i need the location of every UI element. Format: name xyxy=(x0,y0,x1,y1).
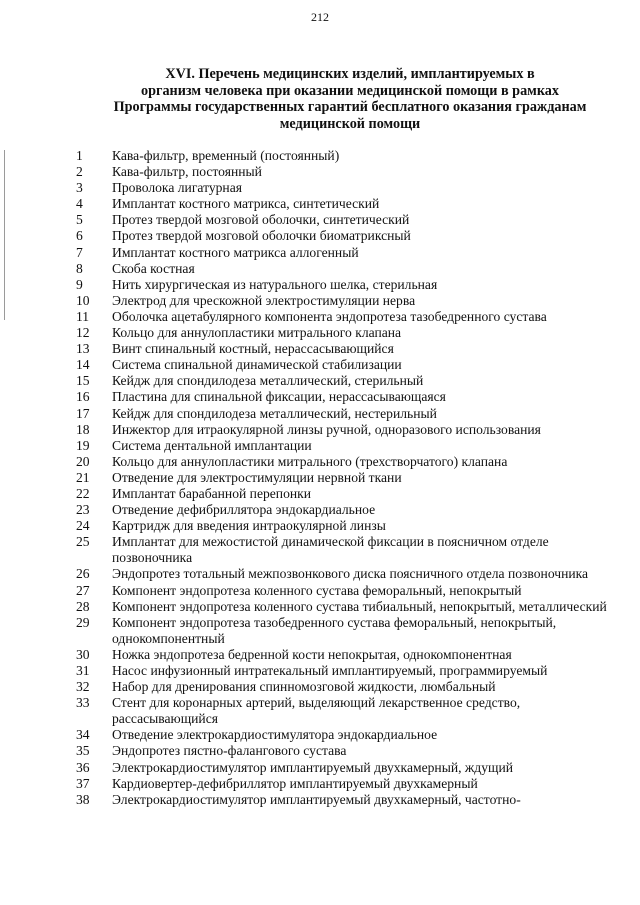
list-item xyxy=(60,599,620,615)
item-text: Стент для коронарных артерий, выделяющий лекарственное средство, рассасывающийся xyxy=(112,695,521,727)
item-text: Отведение электрокардиостимулятора эндокардиальное xyxy=(112,727,438,743)
item-number: 25 xyxy=(76,534,90,550)
item-number: 10 xyxy=(76,292,90,308)
item-text: Кава-фильтр, постоянный xyxy=(112,164,262,180)
item-number: 34 xyxy=(76,727,90,743)
list-item xyxy=(60,566,620,582)
list-item xyxy=(60,454,620,470)
item-number: 19 xyxy=(76,437,90,453)
list-item xyxy=(60,325,620,341)
list-item xyxy=(60,293,620,309)
title-line: Программы государственных гарантий бесплатного оказания гражданам xyxy=(113,99,587,115)
item-text: Скоба костная xyxy=(112,260,195,276)
list-item xyxy=(60,228,620,244)
list-item xyxy=(60,438,620,454)
list-item xyxy=(60,502,620,518)
item-text: Система спинальной динамической стабилизации xyxy=(112,357,402,373)
title-line: XVI. Перечень медицинских изделий, имплантируемых в xyxy=(165,66,535,82)
list-item xyxy=(60,776,620,792)
list-item xyxy=(60,389,620,405)
list-item xyxy=(60,534,620,566)
item-text: Кольцо для аннулопластики митрального клапана xyxy=(112,325,402,341)
item-text: Имплантат костного матрикса аллогенный xyxy=(112,244,359,260)
item-text: Имплантат барабанной перепонки xyxy=(112,485,312,501)
item-text: Нить хирургическая из натурального шелка, стерильная xyxy=(112,276,438,292)
item-number: 13 xyxy=(76,341,90,357)
list-item xyxy=(60,164,620,180)
item-text: Протез твердой мозговой оболочки, синтетический xyxy=(112,212,410,228)
item-number: 1 xyxy=(76,148,83,163)
item-text: Компонент эндопротеза коленного сустава феморальный, непокрытый xyxy=(112,582,522,598)
item-text: Набор для дренирования спинномозговой жидкости, люмбальный xyxy=(112,679,496,695)
list-item xyxy=(60,180,620,196)
item-number: 11 xyxy=(76,308,90,324)
list-item xyxy=(60,583,620,599)
list-item xyxy=(60,727,620,743)
item-text: Электрокардиостимулятор имплантируемый двухкамерный, частотно- xyxy=(112,791,521,807)
list-item xyxy=(60,245,620,261)
item-number: 37 xyxy=(76,775,90,791)
item-number: 3 xyxy=(76,180,83,196)
item-number: 29 xyxy=(76,614,90,630)
list-item xyxy=(60,695,620,727)
list-item xyxy=(60,760,620,776)
item-number: 8 xyxy=(76,260,83,276)
item-text: Эндопротез тотальный межпозвонкового диска поясничного отдела позвоночника xyxy=(112,566,589,582)
item-number: 27 xyxy=(76,582,90,598)
item-number: 35 xyxy=(76,743,90,759)
list-item xyxy=(60,679,620,695)
title-line: организм человека при оказании медицинской помощи в рамках xyxy=(141,82,559,99)
item-text: Система дентальной имплантации xyxy=(112,437,312,453)
page-number: 212 xyxy=(311,10,329,24)
list-item xyxy=(60,486,620,502)
item-text: Эндопротез пястно-фалангового сустава xyxy=(112,743,347,759)
item-text: Отведение дефибриллятора эндокардиальное xyxy=(112,502,376,518)
item-number: 28 xyxy=(76,598,90,614)
item-number: 14 xyxy=(76,357,90,373)
list-item xyxy=(60,357,620,373)
item-number: 32 xyxy=(76,679,90,695)
item-number: 30 xyxy=(76,646,90,662)
item-text: Имплантат костного матрикса, синтетический xyxy=(112,196,380,212)
item-number: 38 xyxy=(76,791,90,807)
item-text: Оболочка ацетабулярного компонента эндопротеза тазобедренного сустава xyxy=(112,308,547,324)
list-item xyxy=(60,373,620,389)
list-item xyxy=(60,518,620,534)
item-text: Насос инфузионный интратекальный имплантируемый, программируемый xyxy=(112,663,548,678)
item-text: Компонент эндопротеза коленного сустава тибиальный, непокрытый, металлический xyxy=(112,598,607,614)
list-item xyxy=(60,341,620,357)
item-text: Протез твердой мозговой оболочки биоматриксный xyxy=(112,228,411,244)
item-text: Отведение для электростимуляции нервной ткани xyxy=(112,469,402,485)
item-number: 18 xyxy=(76,421,90,437)
item-text: Кава-фильтр, временный (постоянный) xyxy=(112,148,340,163)
item-text: Проволока лигатурная xyxy=(112,180,242,196)
item-number: 4 xyxy=(76,196,83,212)
item-number: 31 xyxy=(76,663,90,678)
item-text: Электрод для чрескожной электростимуляции нерва xyxy=(112,292,416,308)
list-item xyxy=(60,277,620,293)
item-text: Кейдж для спондилодеза металлический, стерильный xyxy=(112,373,424,389)
item-number: 21 xyxy=(76,469,90,485)
list-item xyxy=(60,470,620,486)
list-item xyxy=(60,615,620,647)
item-number: 23 xyxy=(76,502,90,518)
list-item xyxy=(60,647,620,663)
list-item xyxy=(60,422,620,438)
list-item xyxy=(60,148,620,164)
item-number: 24 xyxy=(76,518,90,534)
item-number: 16 xyxy=(76,389,90,405)
device-list xyxy=(60,148,620,808)
item-text: Пластина для спинальной фиксации, нерассасывающаяся xyxy=(112,389,446,405)
item-text: Инжектор для итраокулярной линзы ручной, одноразового использования xyxy=(112,421,541,437)
item-number: 12 xyxy=(76,325,90,341)
item-number: 5 xyxy=(76,212,83,228)
item-text: Картридж для введения интраокулярной линзы xyxy=(112,518,386,534)
title-line: медицинской помощи xyxy=(279,115,421,132)
item-text: Электрокардиостимулятор имплантируемый двухкамерный, ждущий xyxy=(112,759,514,775)
item-number: 17 xyxy=(76,405,90,421)
item-text: Кейдж для спондилодеза металлический, нестерильный xyxy=(112,405,437,421)
item-number: 26 xyxy=(76,566,90,582)
list-item xyxy=(60,406,620,422)
item-number: 6 xyxy=(76,228,83,244)
item-text: Кардиовертер-дефибриллятор имплантируемый двухкамерный xyxy=(112,775,478,791)
scan-edge-mark xyxy=(4,150,5,320)
item-text: Имплантат для межостистой динамической фиксации в поясничном отделе позвоночника xyxy=(112,534,549,566)
list-item xyxy=(60,743,620,759)
item-number: 22 xyxy=(76,485,90,501)
section-title xyxy=(100,66,600,132)
item-text: Кольцо для аннулопластики митрального (трехстворчатого) клапана xyxy=(112,453,508,469)
list-item xyxy=(60,212,620,228)
item-text: Винт спинальный костный, нерассасывающийся xyxy=(112,341,394,357)
item-number: 20 xyxy=(76,453,90,469)
item-number: 36 xyxy=(76,759,90,775)
item-number: 7 xyxy=(76,244,83,260)
item-number: 9 xyxy=(76,276,83,292)
list-item xyxy=(60,792,620,808)
item-number: 15 xyxy=(76,373,90,389)
list-item xyxy=(60,663,620,679)
item-text: Компонент эндопротеза тазобедренного сустава феморальный, непокрытый, однокомпонентный xyxy=(112,614,557,646)
list-item xyxy=(60,196,620,212)
item-text: Ножка эндопротеза бедренной кости непокрытая, однокомпонентная xyxy=(112,646,512,662)
item-number: 33 xyxy=(76,695,90,711)
list-item xyxy=(60,261,620,277)
item-number: 2 xyxy=(76,164,83,180)
list-item xyxy=(60,309,620,325)
